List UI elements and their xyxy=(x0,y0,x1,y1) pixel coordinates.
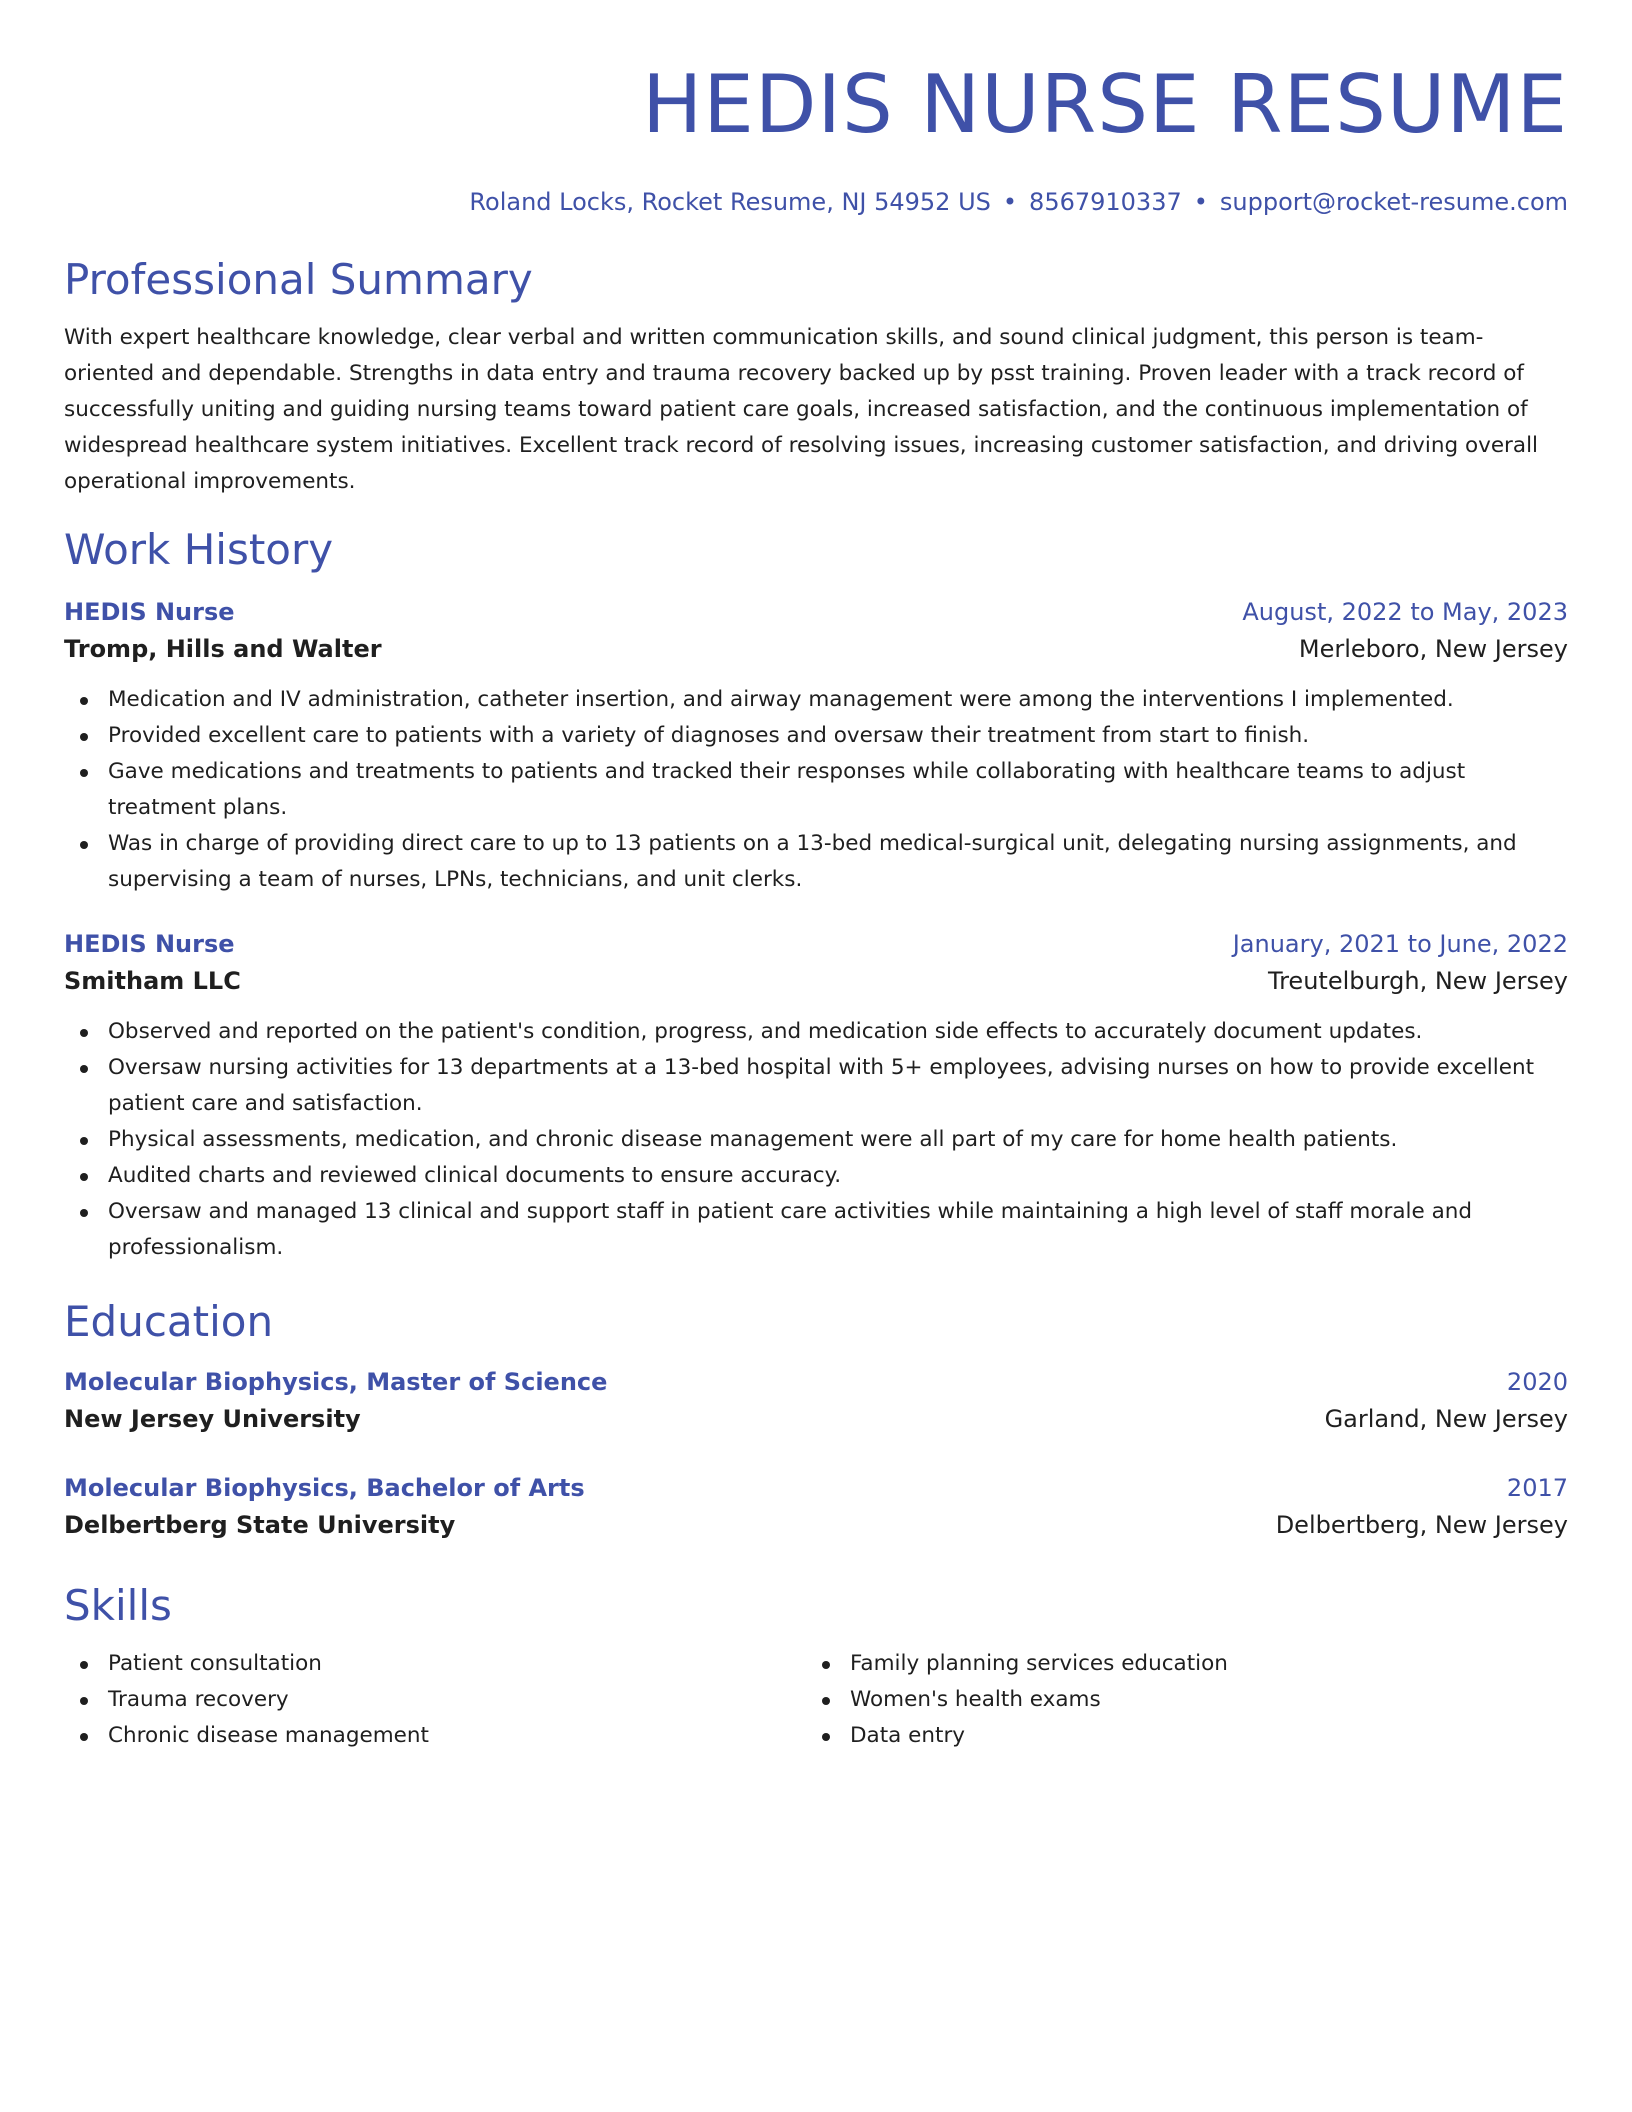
skills-columns xyxy=(64,1646,1568,1754)
contact-address: Roland Locks, Rocket Resume, NJ 54952 US xyxy=(469,188,991,216)
list-item: Medication and IV administration, catheter insertion, and airway management were among the interventions I implemented. xyxy=(64,682,1568,718)
education-school: Delbertberg State University xyxy=(64,1511,456,1539)
list-item: Physical assessments, medication, and chronic disease management were all part of my care for home health patients. xyxy=(64,1122,1568,1158)
skill-item: Patient consultation xyxy=(64,1646,806,1682)
list-item: Oversaw nursing activities for 13 departments at a 13-bed hospital with 5+ employees, advising nurses on how to provide excellent patient care and satisfaction. xyxy=(64,1050,1568,1122)
resume-title: HEDIS NURSE RESUME xyxy=(642,58,1568,151)
list-item: Observed and reported on the patient's condition, progress, and medication side effects to accurately document updates. xyxy=(64,1014,1568,1050)
section-heading-skills: Skills xyxy=(64,1581,172,1630)
education-degree: Molecular Biophysics, Bachelor of Arts xyxy=(64,1474,585,1502)
job-role: HEDIS Nurse xyxy=(64,930,235,958)
skill-item: Women's health exams xyxy=(806,1682,1548,1718)
job-entry xyxy=(64,594,1568,898)
skill-item: Chronic disease management xyxy=(64,1718,806,1754)
job-location: Merleboro, New Jersey xyxy=(1298,635,1568,663)
list-item: Oversaw and managed 13 clinical and support staff in patient care activities while maintaining a high level of staff morale and professionalism. xyxy=(64,1194,1568,1266)
skill-item: Trauma recovery xyxy=(64,1682,806,1718)
job-company: Tromp, Hills and Walter xyxy=(64,635,382,663)
section-heading-education: Education xyxy=(64,1297,274,1346)
resume-page xyxy=(64,50,1568,1754)
education-location: Delbertberg, New Jersey xyxy=(1275,1511,1568,1539)
education-entry xyxy=(64,1470,1568,1544)
contact-phone[interactable]: 8567910337 xyxy=(1029,188,1182,216)
job-entry xyxy=(64,926,1568,1266)
job-company: Smitham LLC xyxy=(64,967,241,995)
job-bullets xyxy=(64,1014,1568,1266)
contact-line xyxy=(64,186,1568,218)
education-year: 2017 xyxy=(1506,1474,1568,1502)
contact-separator: • xyxy=(1002,188,1018,216)
list-item: Audited charts and reviewed clinical documents to ensure accuracy. xyxy=(64,1158,1568,1194)
job-dates: January, 2021 to June, 2022 xyxy=(1232,930,1568,958)
job-dates: August, 2022 to May, 2023 xyxy=(1242,598,1568,626)
education-degree: Molecular Biophysics, Master of Science xyxy=(64,1368,608,1396)
skill-item: Data entry xyxy=(806,1718,1548,1754)
job-location: Treutelburgh, New Jersey xyxy=(1267,967,1568,995)
education-school: New Jersey University xyxy=(64,1405,361,1433)
job-bullets xyxy=(64,682,1568,898)
education-year: 2020 xyxy=(1506,1368,1568,1396)
section-heading-work-history: Work History xyxy=(64,525,334,574)
list-item: Gave medications and treatments to patients and tracked their responses while collaborating with healthcare teams to adjust treatment plans. xyxy=(64,754,1568,826)
list-item: Was in charge of providing direct care to up to 13 patients on a 13-bed medical-surgical unit, delegating nursing assignments, and supervising a team of nurses, LPNs, technicians, and unit clerks. xyxy=(64,826,1568,898)
skill-item: Family planning services education xyxy=(806,1646,1548,1682)
contact-email[interactable]: support@rocket-resume.com xyxy=(1219,188,1568,216)
skills-list-left xyxy=(64,1646,806,1754)
section-heading-summary: Professional Summary xyxy=(64,255,533,304)
summary-text: With expert healthcare knowledge, clear verbal and written communication skills, and sound clinical judgment, this person is team-oriented and dependable. Strengths in data entry and trauma recovery backed up by psst training. Proven leader with a track record of successfully uniting and guiding nursing teams toward patient care goals, increased satisfaction, and the continuous implementation of widespread healthcare system initiatives. Excellent track record of resolving issues, increasing customer satisfaction, and driving overall operational improvements. xyxy=(64,325,1539,494)
list-item: Provided excellent care to patients with a variety of diagnoses and oversaw their treatment from start to finish. xyxy=(64,718,1568,754)
education-entry xyxy=(64,1364,1568,1438)
job-role: HEDIS Nurse xyxy=(64,598,235,626)
skills-list-right xyxy=(806,1646,1548,1754)
education-location: Garland, New Jersey xyxy=(1324,1405,1568,1433)
contact-separator: • xyxy=(1193,188,1208,216)
